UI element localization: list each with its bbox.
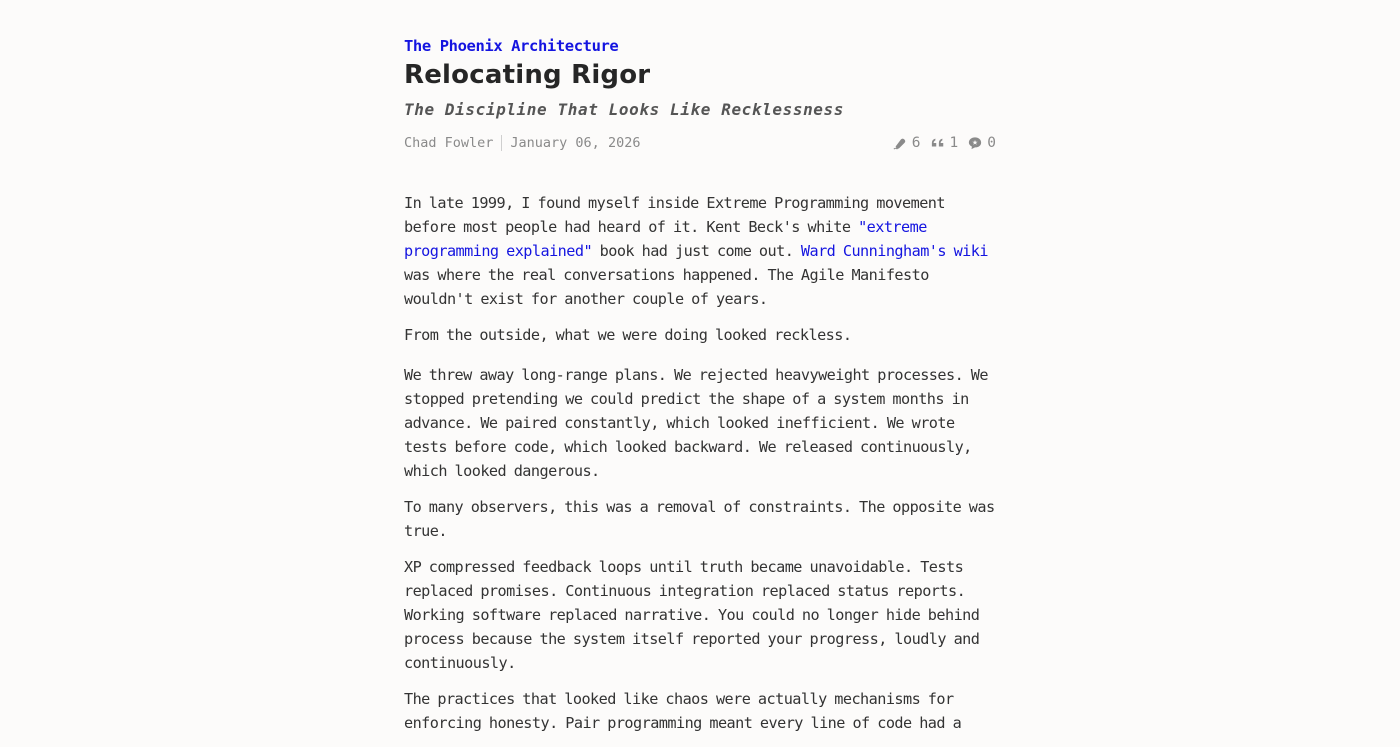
quotes-stat[interactable] [931,135,959,151]
paragraph: XP compressed feedback loops until truth became unavoidable. Tests replaced promises. Continuous integration replaced status reports. Working software replaced narrative. You could no longer hide behind process because the system itself reported your progress, loudly and continuously. [404,558,980,672]
paragraph: To many observers, this was a removal of constraints. The opposite was true. [404,498,995,540]
series-link[interactable]: The Phoenix Architecture [404,37,619,55]
article-body [404,191,1000,747]
quotes-count: 1 [949,135,959,151]
claps-count: 6 [911,135,921,151]
paragraph: We threw away long-range plans. We rejected heavyweight processes. We stopped pretending we could predict the shape of a system months in advance. We paired constantly, which looked inefficient. We wrote tests before code, which looked backward. We released continuously, which looked dangerous. [404,366,988,480]
quote-icon [931,136,945,150]
author-name[interactable]: Chad Fowler [404,135,494,151]
comments-count: 0 [987,135,996,151]
meta-divider [501,135,502,151]
comments-stat[interactable] [968,135,996,151]
paragraph: In late 1999, I found myself inside Extreme Programming movement before most people had heard of it. Kent Beck's white "extreme programming explained" book had just come out. Ward Cunningham's wiki was where the real conversations happened. The Agile Manifesto wouldn't exist for another couple of years. [404,194,988,308]
claps-stat[interactable] [893,135,921,151]
article-subtitle: The Discipline That Looks Like Recklessness [404,100,845,119]
xp-explained-link[interactable]: "extreme programming explained" [404,218,927,260]
publish-date: January 06, 2026 [510,135,641,151]
byline [404,135,640,151]
article-meta [404,135,996,155]
paragraph: From the outside, what we were doing looked reckless. [404,326,852,344]
claps-icon [893,136,907,150]
article-title: Relocating Rigor [404,60,651,90]
engagement-stats [893,135,996,151]
ward-wiki-link[interactable]: Ward Cunningham's wiki [800,242,988,260]
comment-icon [968,136,982,150]
paragraph: The practices that looked like chaos were actually mechanisms for enforcing honesty. Pair programming meant every line of code had a [404,690,962,732]
